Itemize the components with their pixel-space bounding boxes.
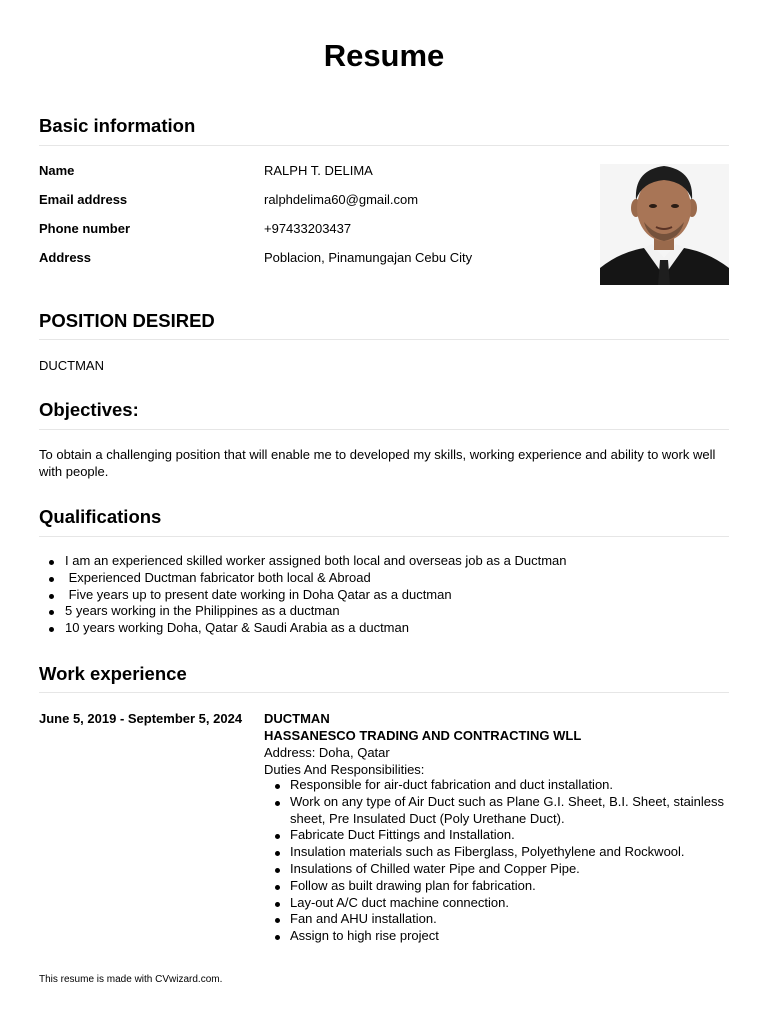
position-heading: POSITION DESIRED <box>39 310 215 331</box>
list-item: Insulations of Chilled water Pipe and Copper Pipe. <box>264 861 729 878</box>
list-item: Five years up to present date working in Doha Qatar as a ductman <box>39 587 729 604</box>
email-label: Email address <box>39 192 128 207</box>
section-divider <box>39 145 729 146</box>
phone-value: +97433203437 <box>264 221 352 236</box>
section-divider <box>39 692 729 693</box>
list-item: Follow as built drawing plan for fabrication. <box>264 878 729 895</box>
list-item: I am an experienced skilled worker assigned both local and overseas job as a Ductman <box>39 553 729 570</box>
work-experience-heading: Work experience <box>39 663 187 684</box>
name-value: RALPH T. DELIMA <box>264 163 373 178</box>
job-address: Address: Doha, Qatar <box>264 745 390 760</box>
list-item: Fan and AHU installation. <box>264 911 729 928</box>
list-item: 5 years working in the Philippines as a ductman <box>39 603 729 620</box>
list-item: Experienced Ductman fabricator both local & Abroad <box>39 570 729 587</box>
list-item: Responsible for air-duct fabrication and duct installation. <box>264 777 729 794</box>
job-company: HASSANESCO TRADING AND CONTRACTING WLL <box>264 728 582 743</box>
list-item: Lay-out A/C duct machine connection. <box>264 895 729 912</box>
section-divider <box>39 339 729 340</box>
objectives-heading: Objectives: <box>39 399 139 420</box>
list-item: 10 years working Doha, Qatar & Saudi Arabia as a ductman <box>39 620 729 637</box>
footer-note: This resume is made with CVwizard.com. <box>39 974 223 985</box>
list-item: Insulation materials such as Fiberglass, Polyethylene and Rockwool. <box>264 844 729 861</box>
phone-label: Phone number <box>39 221 131 236</box>
page-title: Resume <box>323 38 445 73</box>
qualifications-list <box>39 553 729 637</box>
address-label: Address <box>39 250 92 265</box>
objectives-text: To obtain a challenging position that will enable me to developed my skills, working experience and ability to work well with people. <box>39 447 716 479</box>
job-duties-label: Duties And Responsibilities: <box>264 762 425 777</box>
job-position: DUCTMAN <box>264 711 330 726</box>
list-item: Work on any type of Air Duct such as Plane G.I. Sheet, B.I. Sheet, stainless sheet, Pre Insulated Duct (Poly Urethane Duct). <box>264 794 729 828</box>
section-divider <box>39 429 729 430</box>
qualifications-heading: Qualifications <box>39 506 162 527</box>
list-item: Assign to high rise project <box>264 928 729 945</box>
name-label: Name <box>39 163 75 178</box>
profile-photo <box>600 164 729 285</box>
basic-info-heading: Basic information <box>39 115 196 136</box>
list-item: Fabricate Duct Fittings and Installation. <box>264 827 729 844</box>
job-duties-list <box>264 777 729 945</box>
position-value: DUCTMAN <box>39 358 104 373</box>
job-dates: June 5, 2019 - September 5, 2024 <box>39 711 243 726</box>
section-divider <box>39 536 729 537</box>
email-value: ralphdelima60@gmail.com <box>264 192 419 207</box>
address-value: Poblacion, Pinamungajan Cebu City <box>264 250 473 265</box>
